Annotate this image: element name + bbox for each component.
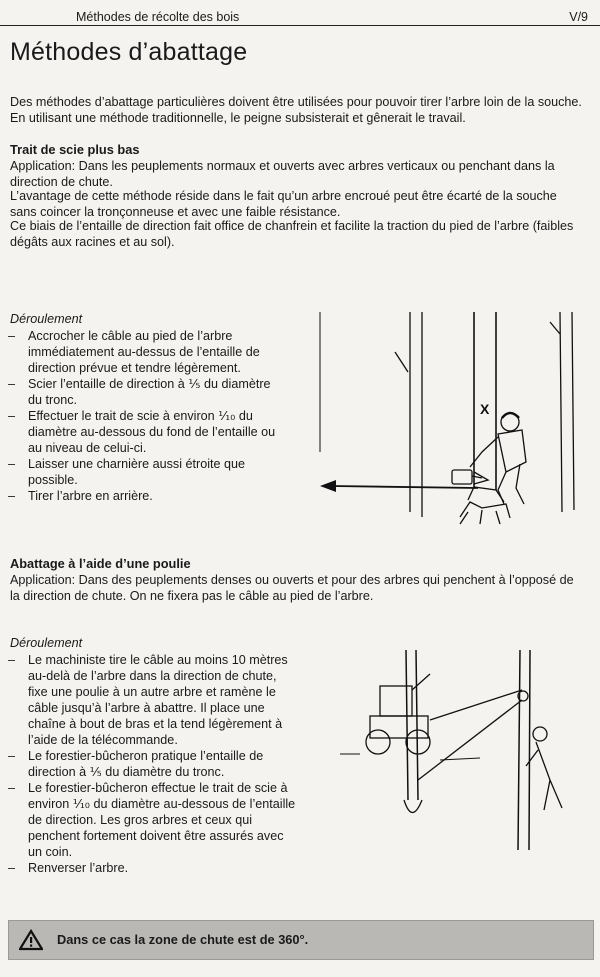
section1-bias: Ce biais de l’entaille de direction fait office de chanfrein et facilite la traction du pied de l’arbre (faibles dégâts aux racines et au sol). xyxy=(10,219,574,249)
section1-advantage: L’avantage de cette méthode réside dans le fait qu’un arbre encroué peut être écarté de la souche sans coincer la tronçonneuse et avec une faible résistance. xyxy=(10,189,557,219)
header-section-title: Méthodes de récolte des bois xyxy=(76,10,240,24)
page-title: Méthodes d’abattage xyxy=(10,38,248,66)
cable-upper xyxy=(430,690,522,720)
list-item: – Laisser une charnière aussi étroite que possible. xyxy=(8,456,288,488)
tractor-wheel xyxy=(366,730,390,754)
warning-box xyxy=(8,920,594,960)
intro-paragraph: Des méthodes d’abattage particulières doivent être utilisées pour pouvoir tirer l’arbre loin de la souche. En utilisant une méthode traditionnelle, le peigne subsisterait et gênerait le travail. xyxy=(10,95,582,125)
illustration-low-cut xyxy=(310,312,590,527)
list-item: – Scier l’entaille de direction à ⅕ du diamètre du tronc. xyxy=(8,376,288,408)
pulley-tree xyxy=(518,650,530,850)
section1-procedure-label: Déroulement xyxy=(10,312,83,326)
list-item: – Effectuer le trait de scie à environ ⅒ du diamètre au-dessous du fond de l’entaille ou au niveau de celui-ci. xyxy=(8,408,288,456)
section2-heading: Abattage à l’aide d’une poulie xyxy=(10,556,191,571)
list-item: – Le forestier-bûcheron effectue le trait de scie à environ ⅒ du diamètre au-dessous de l’entaille de direction. Les gros arbres et ceux qui penchent fortement doivent être assurés avec un coin. xyxy=(8,780,298,860)
tree-to-fell xyxy=(406,650,418,800)
chainsaw xyxy=(452,470,472,484)
list-item: – Accrocher le câble au pied de l’arbre immédiatement au-dessus de l’entaille de direction prévue et tendre légèrement. xyxy=(8,328,288,376)
cable-line xyxy=(332,486,478,488)
warning-triangle-icon xyxy=(19,929,43,951)
list-item: – Tirer l’arbre en arrière. xyxy=(8,488,288,504)
section2-application: Application: Dans des peuplements denses ou ouverts et pour des arbres qui penchent à l’opposé de la direction de chute. On ne fixera pas le câble au pied de l’arbre. xyxy=(10,573,574,603)
list-item: – Le machiniste tire le câble au moins 10 mètres au-delà de l’arbre dans la direction de chute, fixe une poulie à un autre arbre et ramène le câble jusqu’à l’arbre à abattre. Il place une chaîne à bout de bras et la tend légèrement à l’aide de la télécommande. xyxy=(8,652,298,748)
section2-step-list xyxy=(8,652,298,876)
section1-application: Application: Dans les peuplements normaux et ouverts avec arbres verticaux ou penchant dans la direction de chute. xyxy=(10,159,555,189)
section1-heading: Trait de scie plus bas xyxy=(10,142,140,157)
section1-step-list xyxy=(8,328,288,504)
figure-mark: X xyxy=(480,401,490,417)
illustration-pulley xyxy=(340,650,590,850)
worker-head xyxy=(533,727,547,741)
page-number: V/9 xyxy=(569,10,588,24)
section2-procedure-label: Déroulement xyxy=(10,636,83,650)
tree-trunk-background-2 xyxy=(560,312,574,512)
tractor-body xyxy=(370,716,428,738)
header-rule xyxy=(0,25,600,26)
list-item: – Le forestier-bûcheron pratique l’entaille de direction à ⅕ du diamètre du tronc. xyxy=(8,748,298,780)
list-item: – Renverser l’arbre. xyxy=(8,860,298,876)
pull-direction-arrow xyxy=(320,480,336,492)
warning-text: Dans ce cas la zone de chute est de 360°. xyxy=(57,932,309,947)
cable-lower xyxy=(418,700,522,780)
